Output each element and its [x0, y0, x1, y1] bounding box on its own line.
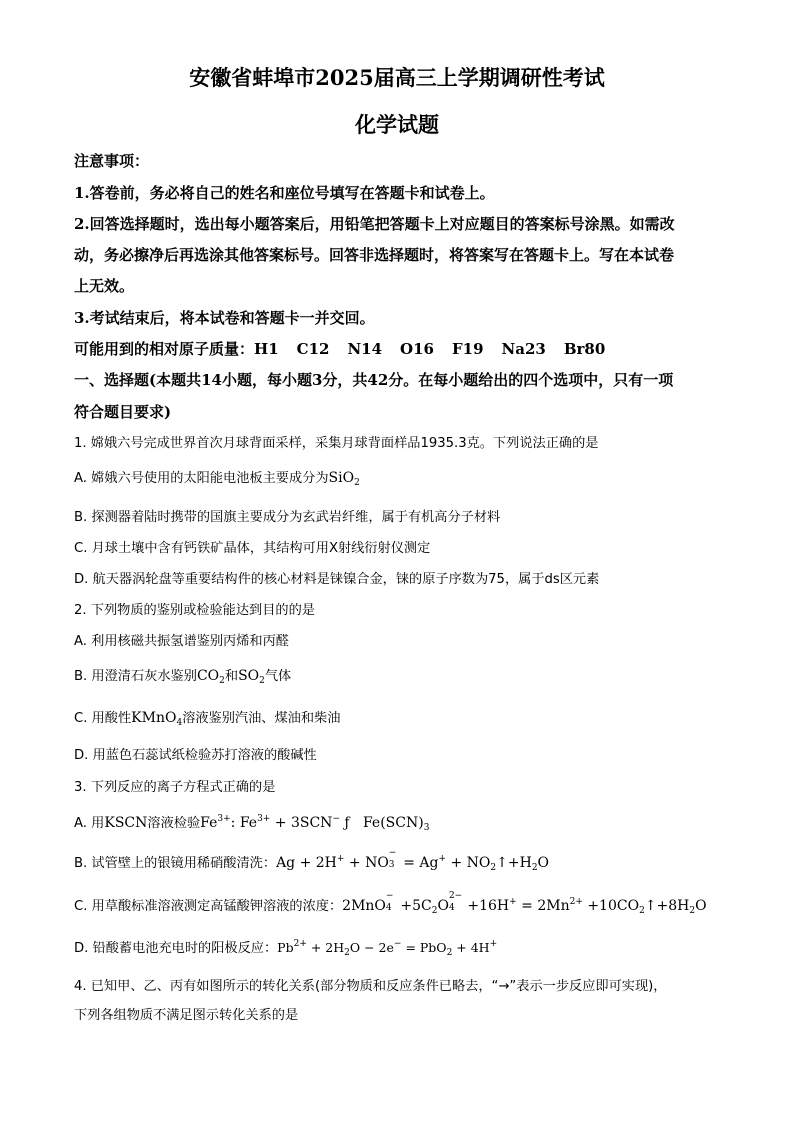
exam-subtitle: 化学试题 — [355, 112, 439, 137]
mass-f: F19 — [451, 340, 484, 358]
q1-stem: 1. 嫦娥六号完成世界首次月球背面采样，采集月球背面样品1935.3克。下列说法正确的是 — [74, 436, 599, 451]
q2-option-c: C. 用酸性KMnO$_4$溶液鉴别汽油、煤油和柴油 — [74, 710, 341, 728]
q1-option-a: A. 嫦娥六号使用的太阳能电池板主要成分为SiO$_2$ — [74, 470, 360, 488]
q3-option-a: A. 用KSCN溶液检验$Fe^{3+}$: $Fe^{3+} + 3SCN^-$ ƒ $Fe(SCN)_3$ — [74, 814, 430, 833]
notice-item-1: 1.答卷前，务必将自己的姓名和座位号填写在答题卡和试卷上。 — [74, 184, 495, 202]
q2-option-d: D. 用蓝色石蕊试纸检验苏打溶液的酸碱性 — [74, 748, 317, 763]
atomic-masses-label: 可能用到的相对原子质量： — [74, 340, 255, 358]
notice-item-2-line-1: 2.回答选择题时，选出每小题答案后，用铅笔把答题卡上对应题目的答案标号涂黑。如需改 — [74, 215, 675, 233]
notice-item-3: 3.考试结束后，将本试卷和答题卡一并交回。 — [74, 309, 375, 327]
section-1-line-1: 一、选择题(本题共14小题，每小题3分，共42分。在每小题给出的四个选项中，只有一项 — [74, 371, 674, 389]
exam-title: 安徽省蚌埠市2025届高三上学期调研性考试 — [189, 65, 605, 90]
q3-stem: 3. 下列反应的离子方程式正确的是 — [74, 780, 276, 795]
q4-stem-line-1: 4. 已知甲、乙、丙有如图所示的转化关系(部分物质和反应条件已略去，“→”表示一步反应即可实现)， — [74, 979, 667, 994]
notice-item-2-line-2: 动，务必擦净后再选涂其他答案标号。回答非选择题时，将答案写在答题卡上。写在本试卷 — [74, 246, 675, 264]
atomic-masses — [74, 338, 605, 359]
q2-stem: 2. 下列物质的鉴别或检验能达到目的的是 — [74, 603, 315, 618]
section-1-line-2: 符合题目要求) — [74, 403, 172, 421]
mass-h: H1 — [254, 340, 279, 358]
mass-o: O16 — [400, 340, 434, 358]
q1-a-formula: SiO$_2$ — [328, 470, 360, 488]
mass-n: N14 — [347, 340, 383, 358]
notice-item-2-line-3: 上无效。 — [74, 277, 135, 295]
q3-option-c: C. 用草酸标准溶液测定高锰酸钾溶液的浓度：2MnO − 4 $+5C_2O$ 2− 4 $+16H^+ = 2Mn^{2+}$ $+10CO_2↑+8H_2O$ — [74, 891, 707, 916]
mass-c: C12 — [296, 340, 330, 358]
q1-option-b: B. 探测器着陆时携带的国旗主要成分为玄武岩纤维，属于有机高分子材料 — [74, 510, 501, 525]
q1-option-c: C. 月球土壤中含有钙铁矿晶体，其结构可用X射线衍射仪测定 — [74, 541, 431, 556]
q2-option-a: A. 利用核磁共振氢谱鉴别丙烯和丙醛 — [74, 634, 289, 649]
q4-stem-line-2: 下列各组物质不满足图示转化关系的是 — [74, 1008, 299, 1023]
q1-option-d: D. 航天器涡轮盘等重要结构件的核心材料是铼镍合金，铼的原子序数为75，属于ds区元素 — [74, 572, 600, 587]
q3-option-b: B. 试管壁上的银镜用稀硝酸清洗：Ag + 2H+ + NO − 3 = $Ag^+ + NO_2↑+H_2O$ — [74, 848, 550, 873]
q2-option-b: B. 用澄清石灰水鉴别$CO_2$和$SO_2$气体 — [74, 668, 292, 686]
q3-option-d: D. 铅酸蓄电池充电时的阳极反应：$Pb^{2+} + 2H_2O - 2e^- = PbO_2 + 4H^+$ — [74, 939, 498, 958]
mass-na: Na23 — [501, 340, 546, 358]
mass-br: Br80 — [563, 340, 606, 358]
notice-heading: 注意事项： — [74, 152, 150, 170]
